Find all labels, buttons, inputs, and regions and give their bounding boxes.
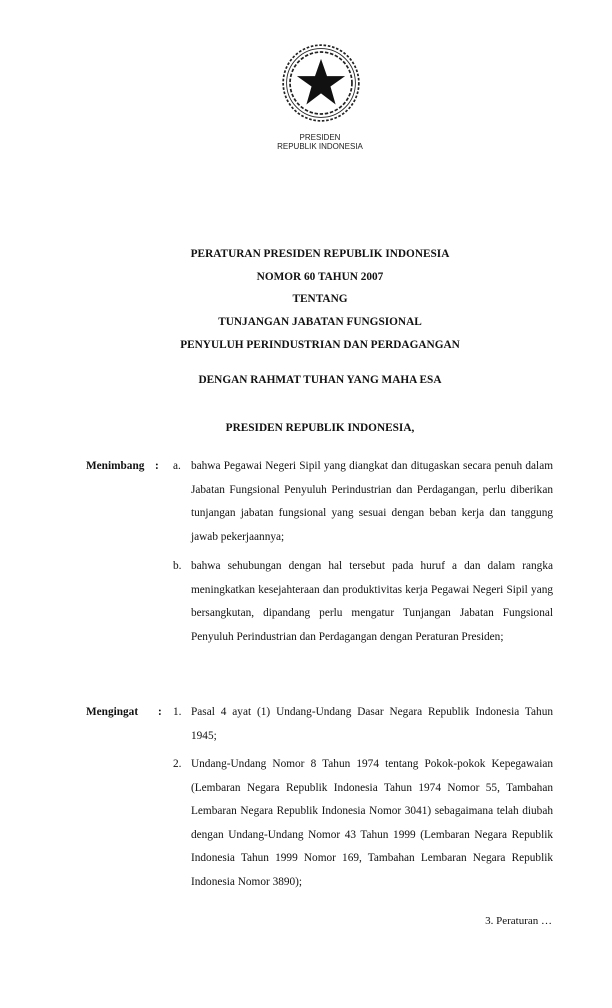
mengingat-label: Mengingat: [86, 706, 139, 718]
title-line: PENYULUH PERINDUSTRIAN DAN PERDAGANGAN: [180, 339, 460, 351]
title-line: TUNJANGAN JABATAN FUNGSIONAL: [218, 316, 422, 328]
header-line2: REPUBLIK INDONESIA: [277, 142, 363, 151]
presidential-emblem-icon: [278, 40, 364, 126]
president-heading: PRESIDEN REPUBLIK INDONESIA,: [225, 422, 415, 434]
continuation-marker: 3. Peraturan …: [485, 915, 552, 927]
header-line1: PRESIDEN: [299, 133, 341, 142]
item-number: 2.: [173, 758, 182, 770]
item-text: bahwa Pegawai Negeri Sipil yang diangkat dan ditugaskan secara penuh dalam Jabatan Fungsional Penyuluh Perindustrian dan Perdagangan, perlu diberikan tunjangan jabatan fungsional yang sesuai dengan beban kerja dan tanggung jawab pekerjaannya;: [191, 460, 553, 543]
item-number: b.: [173, 560, 182, 572]
mengingat-colon: :: [158, 706, 162, 718]
item-text: Pasal 4 ayat (1) Undang-Undang Dasar Negara Republik Indonesia Tahun 1945;: [191, 706, 553, 742]
menimbang-label: Menimbang: [86, 460, 145, 472]
title-line: NOMOR 60 TAHUN 2007: [256, 271, 384, 283]
menimbang-item: [173, 555, 553, 649]
item-number: 1.: [173, 706, 182, 718]
mengingat-item: [173, 701, 553, 748]
item-number: a.: [173, 460, 181, 472]
mengingat-item: [173, 753, 553, 894]
menimbang-item: [173, 455, 553, 549]
item-text: Undang-Undang Nomor 8 Tahun 1974 tentang Pokok-pokok Kepegawaian (Lembaran Negara Republik Indonesia Tahun 1974 Nomor 55, Tambahan Lembaran Negara Republik Indonesia Nomor 3041) sebagaimana telah diubah dengan Undang-Undang Nomor 43 Tahun 1999 (Lembaran Negara Republik Indonesia Tahun 1999 Nomor 169, Tambahan Lembaran Negara Republik Indonesia Nomor 3890);: [191, 758, 553, 888]
menimbang-colon: :: [155, 460, 159, 472]
preamble: DENGAN RAHMAT TUHAN YANG MAHA ESA: [198, 374, 442, 386]
title-line: PERATURAN PRESIDEN REPUBLIK INDONESIA: [190, 248, 450, 260]
title-line: TENTANG: [292, 293, 348, 305]
item-text: bahwa sehubungan dengan hal tersebut pada huruf a dan dalam rangka meningkatkan kesejahteraan dan produktivitas kerja Pegawai Negeri Sipil yang bersangkutan, dipandang perlu mengatur Tunjangan Jabatan Fungsional Penyuluh Perindustrian dan Perdagangan dengan Peraturan Presiden;: [191, 560, 553, 643]
